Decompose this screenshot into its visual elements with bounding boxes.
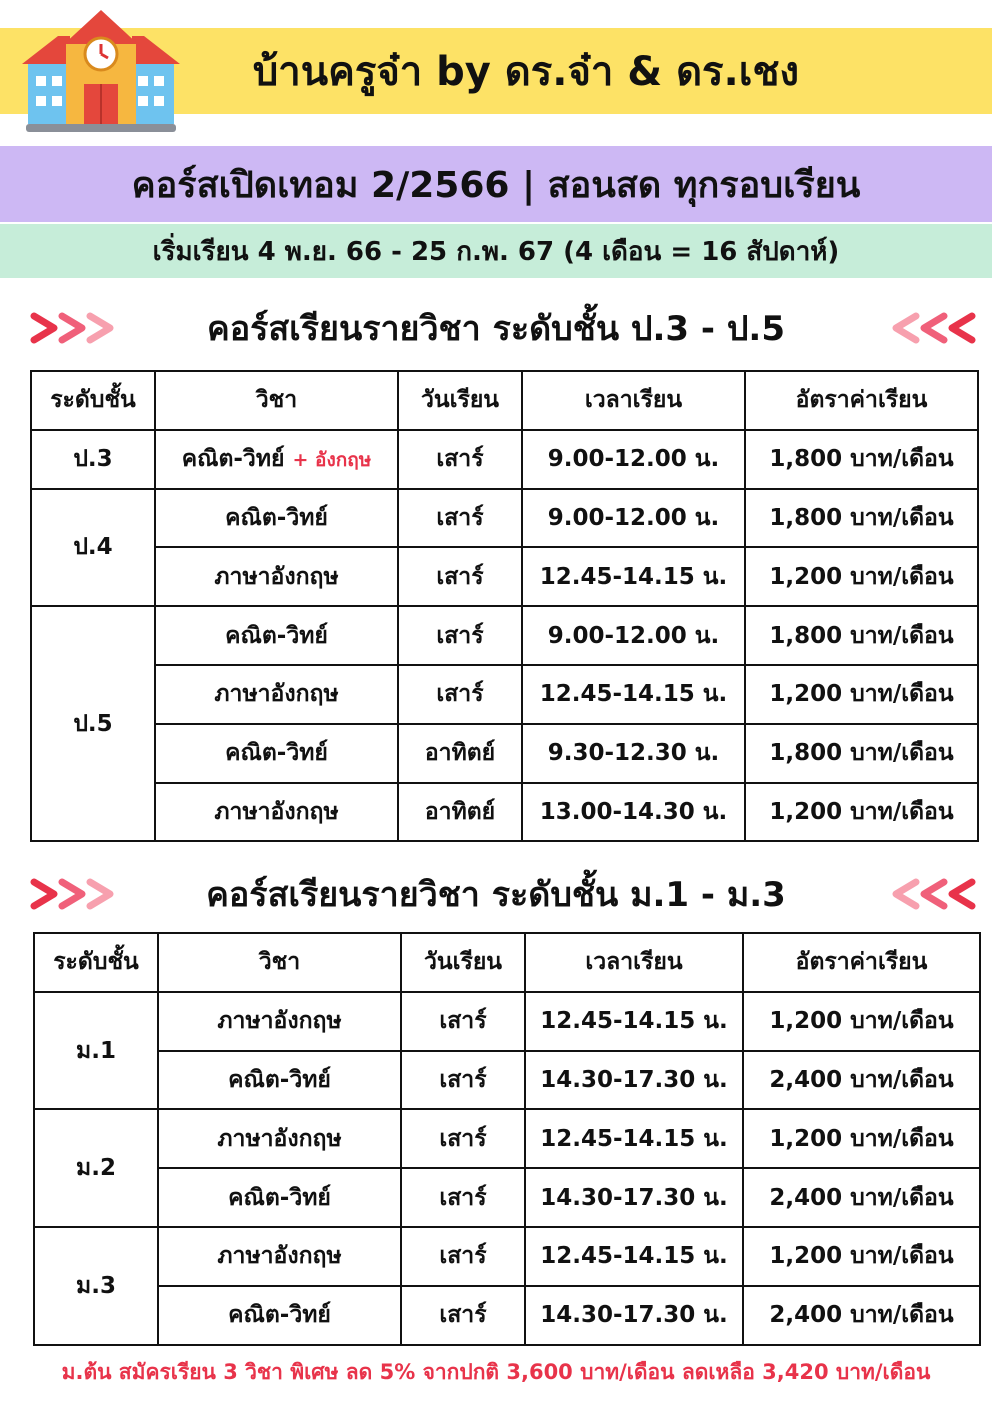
time-cell: 12.45-14.15 น. [525,992,743,1051]
table-row [34,1051,980,1110]
arrows-right-icon [30,878,120,910]
table-row [34,1286,980,1345]
day-cell: เสาร์ [401,1227,525,1286]
subject-cell: ภาษาอังกฤษ [155,783,398,842]
table-row [31,430,978,489]
page-title: บ้านครูจ๋า by ดร.จ๋า & ดร.เชง [252,49,800,95]
price-cell: 2,400 บาท/เดือน [743,1168,980,1227]
price-cell: 2,400 บาท/เดือน [743,1051,980,1110]
day-cell: เสาร์ [401,1286,525,1345]
table-header-row [31,371,978,430]
time-cell: 13.00-14.30 น. [522,783,745,842]
column-header-day: วันเรียน [398,371,522,430]
price-cell: 1,200 บาท/เดือน [745,783,978,842]
day-cell: อาทิตย์ [398,783,522,842]
column-header-time: เวลาเรียน [525,933,743,992]
table-row [31,724,978,783]
grade-level-cell: ม.3 [34,1227,158,1345]
discount-note-text: ม.ต้น สมัครเรียน 3 วิชา พิเศษ ลด 5% จากปกติ 3,600 บาท/เดือน ลดเหลือ 3,420 บาท/เดือน [61,1359,931,1384]
time-cell: 9.00-12.00 น. [522,430,745,489]
day-cell: เสาร์ [398,606,522,665]
price-cell: 1,800 บาท/เดือน [745,606,978,665]
day-cell: เสาร์ [401,1051,525,1110]
subject-cell: คณิต-วิทย์ [158,1051,401,1110]
primary-heading-text: คอร์สเรียนรายวิชา ระดับชั้น ป.3 - ป.5 [206,309,786,349]
dates-banner [0,224,992,278]
secondary-section-heading [0,864,992,924]
day-cell: เสาร์ [398,665,522,724]
subject-cell: ภาษาอังกฤษ [158,1227,401,1286]
table-row [31,606,978,665]
grade-level-cell: ม.1 [34,992,158,1110]
discount-note [0,1350,992,1394]
column-header-day: วันเรียน [401,933,525,992]
subject-cell: ภาษาอังกฤษ [158,1109,401,1168]
arrows-left-icon [886,878,976,910]
time-cell: 14.30-17.30 น. [525,1168,743,1227]
table-row [31,489,978,548]
price-cell: 1,800 บาท/เดือน [745,430,978,489]
arrows-right-icon [30,312,120,344]
price-cell: 1,200 บาท/เดือน [743,992,980,1051]
subject-cell [155,430,398,489]
course-banner [0,146,992,222]
table-row [31,665,978,724]
time-cell: 14.30-17.30 น. [525,1051,743,1110]
price-cell: 1,200 บาท/เดือน [743,1109,980,1168]
time-cell: 14.30-17.30 น. [525,1286,743,1345]
time-cell: 9.30-12.30 น. [522,724,745,783]
table-row [31,547,978,606]
course-dates: เริ่มเรียน 4 พ.ย. 66 - 25 ก.พ. 67 (4 เดือน = 16 สัปดาห์) [152,236,840,267]
school-building-icon [22,6,180,136]
column-header-price: อัตราค่าเรียน [745,371,978,430]
time-cell: 12.45-14.15 น. [525,1109,743,1168]
time-cell: 12.45-14.15 น. [525,1227,743,1286]
arrows-left-icon [886,312,976,344]
table-row [34,1109,980,1168]
column-header-subject: วิชา [158,933,401,992]
subject-name: คณิต-วิทย์ [181,446,285,473]
column-header-level: ระดับชั้น [31,371,155,430]
time-cell: 9.00-12.00 น. [522,489,745,548]
subject-cell: คณิต-วิทย์ [155,606,398,665]
time-cell: 12.45-14.15 น. [522,547,745,606]
primary-section-heading [0,298,992,358]
subject-cell: ภาษาอังกฤษ [158,992,401,1051]
primary-schedule-table [30,370,979,842]
grade-level-cell: ป.5 [31,606,155,841]
column-header-subject: วิชา [155,371,398,430]
column-header-time: เวลาเรียน [522,371,745,430]
subject-cell: คณิต-วิทย์ [155,489,398,548]
day-cell: เสาร์ [401,1168,525,1227]
secondary-heading-text: คอร์สเรียนรายวิชา ระดับชั้น ม.1 - ม.3 [206,875,786,915]
price-cell: 2,400 บาท/เดือน [743,1286,980,1345]
course-title: คอร์สเปิดเทอม 2/2566 | สอนสด ทุกรอบเรียน [131,164,861,206]
grade-level-cell: ป.4 [31,489,155,607]
table-row [34,1168,980,1227]
table-row [34,1227,980,1286]
table-row [34,992,980,1051]
subject-cell: ภาษาอังกฤษ [155,547,398,606]
day-cell: เสาร์ [401,992,525,1051]
column-header-price: อัตราค่าเรียน [743,933,980,992]
day-cell: เสาร์ [398,547,522,606]
day-cell: เสาร์ [398,430,522,489]
day-cell: เสาร์ [398,489,522,548]
table-header-row [34,933,980,992]
secondary-schedule-table [33,932,981,1346]
subject-cell: คณิต-วิทย์ [158,1168,401,1227]
day-cell: เสาร์ [401,1109,525,1168]
day-cell: อาทิตย์ [398,724,522,783]
price-cell: 1,200 บาท/เดือน [745,547,978,606]
price-cell: 1,800 บาท/เดือน [745,724,978,783]
column-header-level: ระดับชั้น [34,933,158,992]
price-cell: 1,200 บาท/เดือน [743,1227,980,1286]
table-row [31,783,978,842]
grade-level-cell: ม.2 [34,1109,158,1227]
subject-cell: คณิต-วิทย์ [155,724,398,783]
time-cell: 9.00-12.00 น. [522,606,745,665]
extra-subject-tag: + อังกฤษ [292,449,372,472]
subject-cell: ภาษาอังกฤษ [155,665,398,724]
price-cell: 1,200 บาท/เดือน [745,665,978,724]
price-cell: 1,800 บาท/เดือน [745,489,978,548]
grade-level-cell: ป.3 [31,430,155,489]
subject-cell: คณิต-วิทย์ [158,1286,401,1345]
time-cell: 12.45-14.15 น. [522,665,745,724]
